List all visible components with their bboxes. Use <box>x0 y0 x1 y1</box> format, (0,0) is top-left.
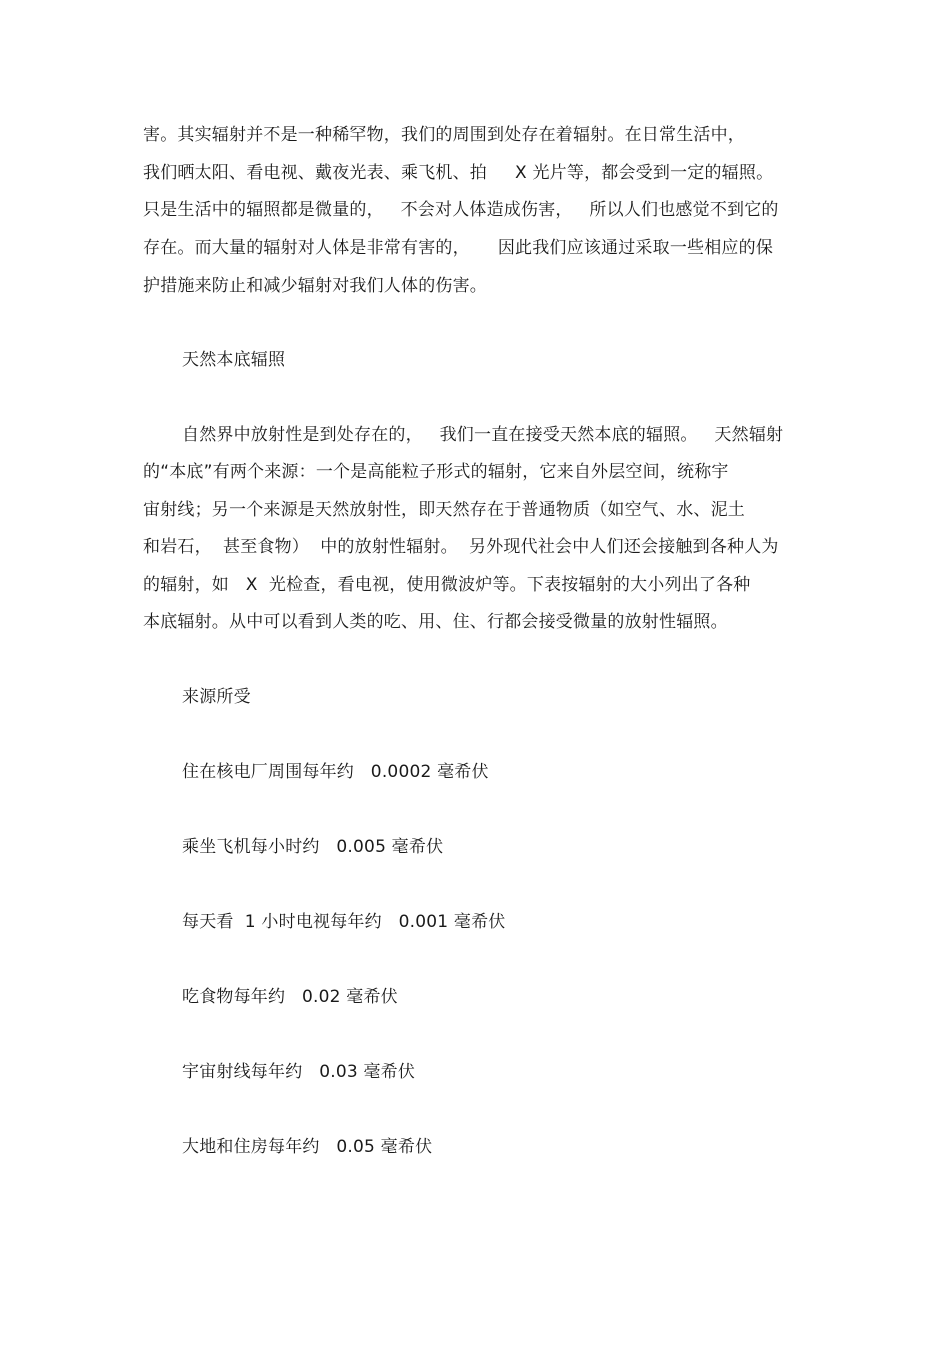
table-row: 吃食物每年约 0.02 毫希伏 <box>182 987 398 1007</box>
natural-line: 本底辐射。从中可以看到人类的吃、用、住、行都会接受微量的放射性辐照。 <box>143 612 728 632</box>
intro-line: 只是生活中的辐照都是微量的， 不会对人体造成伤害， 所以人们也感觉不到它的 <box>143 200 779 220</box>
section-heading: 天然本底辐照 <box>182 350 286 370</box>
table-row: 乘坐飞机每小时约 0.005 毫希伏 <box>182 837 444 857</box>
table-row: 大地和住房每年约 0.05 毫希伏 <box>182 1137 433 1157</box>
natural-line: 自然界中放射性是到处存在的， 我们一直在接受天然本底的辐照。 天然辐射 <box>182 425 784 445</box>
intro-line: 我们晒太阳、看电视、戴夜光表、乘飞机、拍 X 光片等，都会受到一定的辐照。 <box>143 163 774 183</box>
table-row: 每天看 1 小时电视每年约 0.001 毫希伏 <box>182 912 506 932</box>
table-row: 住在核电厂周围每年约 0.0002 毫希伏 <box>182 762 489 782</box>
intro-line: 害。其实辐射并不是一种稀罕物，我们的周围到处存在着辐射。在日常生活中， <box>143 125 745 145</box>
natural-line: 和岩石， 甚至食物） 中的放射性辐射。 另外现代社会中人们还会接触到各种人为 <box>143 537 779 557</box>
natural-line: 的辐射，如 X 光检查，看电视，使用微波炉等。下表按辐射的大小列出了各种 <box>143 575 751 595</box>
intro-line: 护措施来防止和减少辐射对我们人体的伤害。 <box>143 276 487 296</box>
table-row: 宇宙射线每年约 0.03 毫希伏 <box>182 1062 416 1082</box>
intro-line: 存在。而大量的辐射对人体是非常有害的， 因此我们应该通过采取一些相应的保 <box>143 238 774 258</box>
table-header: 来源所受 <box>182 687 251 707</box>
natural-line: 宙射线；另一个来源是天然放射性，即天然存在于普通物质（如空气、水、泥土 <box>143 500 745 520</box>
natural-line: 的“本底”有两个来源：一个是高能粒子形式的辐射，它来自外层空间，统称宇 <box>143 462 729 482</box>
